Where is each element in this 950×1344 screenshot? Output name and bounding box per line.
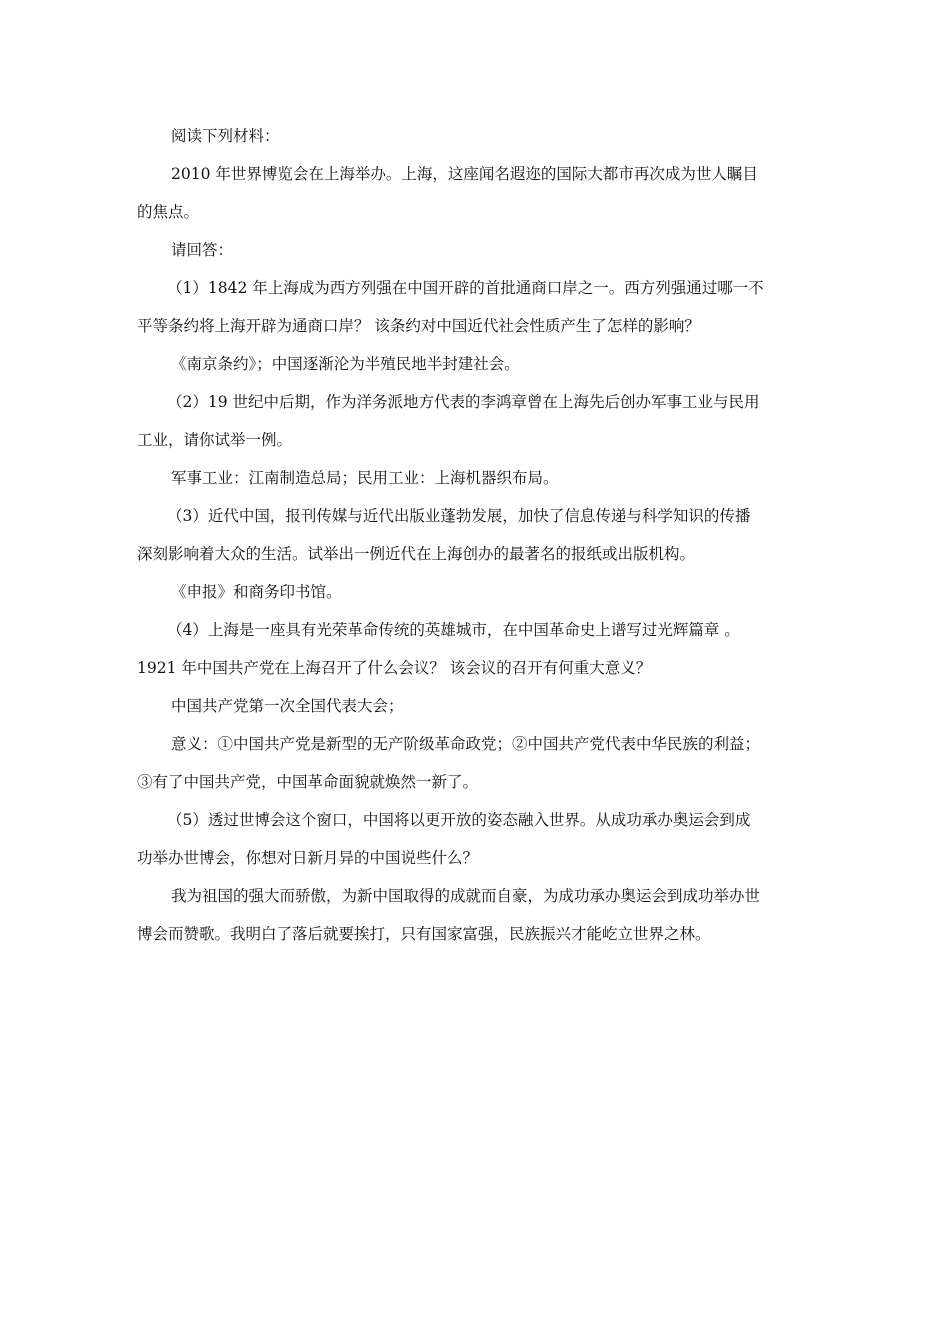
question-1-line-2: 平等条约将上海开辟为通商口岸？ 该条约对中国近代社会性质产生了怎样的影响？ xyxy=(137,317,700,335)
material-line-2: 的焦点。 xyxy=(137,203,200,221)
intro-text: 阅读下列材料： xyxy=(171,127,280,145)
question-5-line-1: （5）透过世博会这个窗口，中国将以更开放的姿态融入世界。从成功承办奥运会到成 xyxy=(167,811,751,829)
prompt-text: 请回答： xyxy=(171,241,234,259)
question-3-line-1: （3）近代中国，报刊传媒与近代出版业蓬勃发展，加快了信息传递与科学知识的传播 xyxy=(167,507,751,525)
answer-4-line-3: ③有了中国共产党，中国革命面貌就焕然一新了。 xyxy=(137,773,479,791)
question-4-line-1: （4）上海是一座具有光荣革命传统的英雄城市，在中国革命史上谱写过光辉篇章 。 xyxy=(167,621,740,639)
material-line-1: 2010 年世界博览会在上海举办。上海，这座闻名遐迩的国际大都市再次成为世人瞩目 xyxy=(171,165,758,183)
answer-4-line-2: 意义：①中国共产党是新型的无产阶级革命政党；②中国共产党代表中华民族的利益； xyxy=(171,735,761,753)
question-3-line-2: 深刻影响着大众的生活。试举出一例近代在上海创办的最著名的报纸或出版机构。 xyxy=(137,545,696,563)
question-2-line-2: 工业，请你试举一例。 xyxy=(137,431,293,449)
question-4-line-2: 1921 年中国共产党在上海召开了什么会议？ 该会议的召开有何重大意义？ xyxy=(137,659,652,677)
answer-3: 《申报》和商务印书馆。 xyxy=(171,583,342,601)
question-1-line-1: （1）1842 年上海成为西方列强在中国开辟的首批通商口岸之一。西方列强通过哪一不 xyxy=(167,279,764,297)
answer-1: 《南京条约》；中国逐渐沦为半殖民地半封建社会。 xyxy=(171,355,520,373)
answer-2: 军事工业：江南制造总局；民用工业：上海机器织布局。 xyxy=(171,469,559,487)
answer-4-line-1: 中国共产党第一次全国代表大会； xyxy=(171,697,404,715)
question-5-line-2: 功举办世博会，你想对日新月异的中国说些什么？ xyxy=(137,849,479,867)
answer-5-line-2: 博会而赞歌。我明白了落后就要挨打，只有国家富强，民族振兴才能屹立世界之林。 xyxy=(137,925,711,943)
answer-5-line-1: 我为祖国的强大而骄傲，为新中国取得的成就而自豪，为成功承办奥运会到成功举办世 xyxy=(171,887,761,905)
question-2-line-1: （2）19 世纪中后期，作为洋务派地方代表的李鸿章曾在上海先后创办军事工业与民用 xyxy=(167,393,760,411)
